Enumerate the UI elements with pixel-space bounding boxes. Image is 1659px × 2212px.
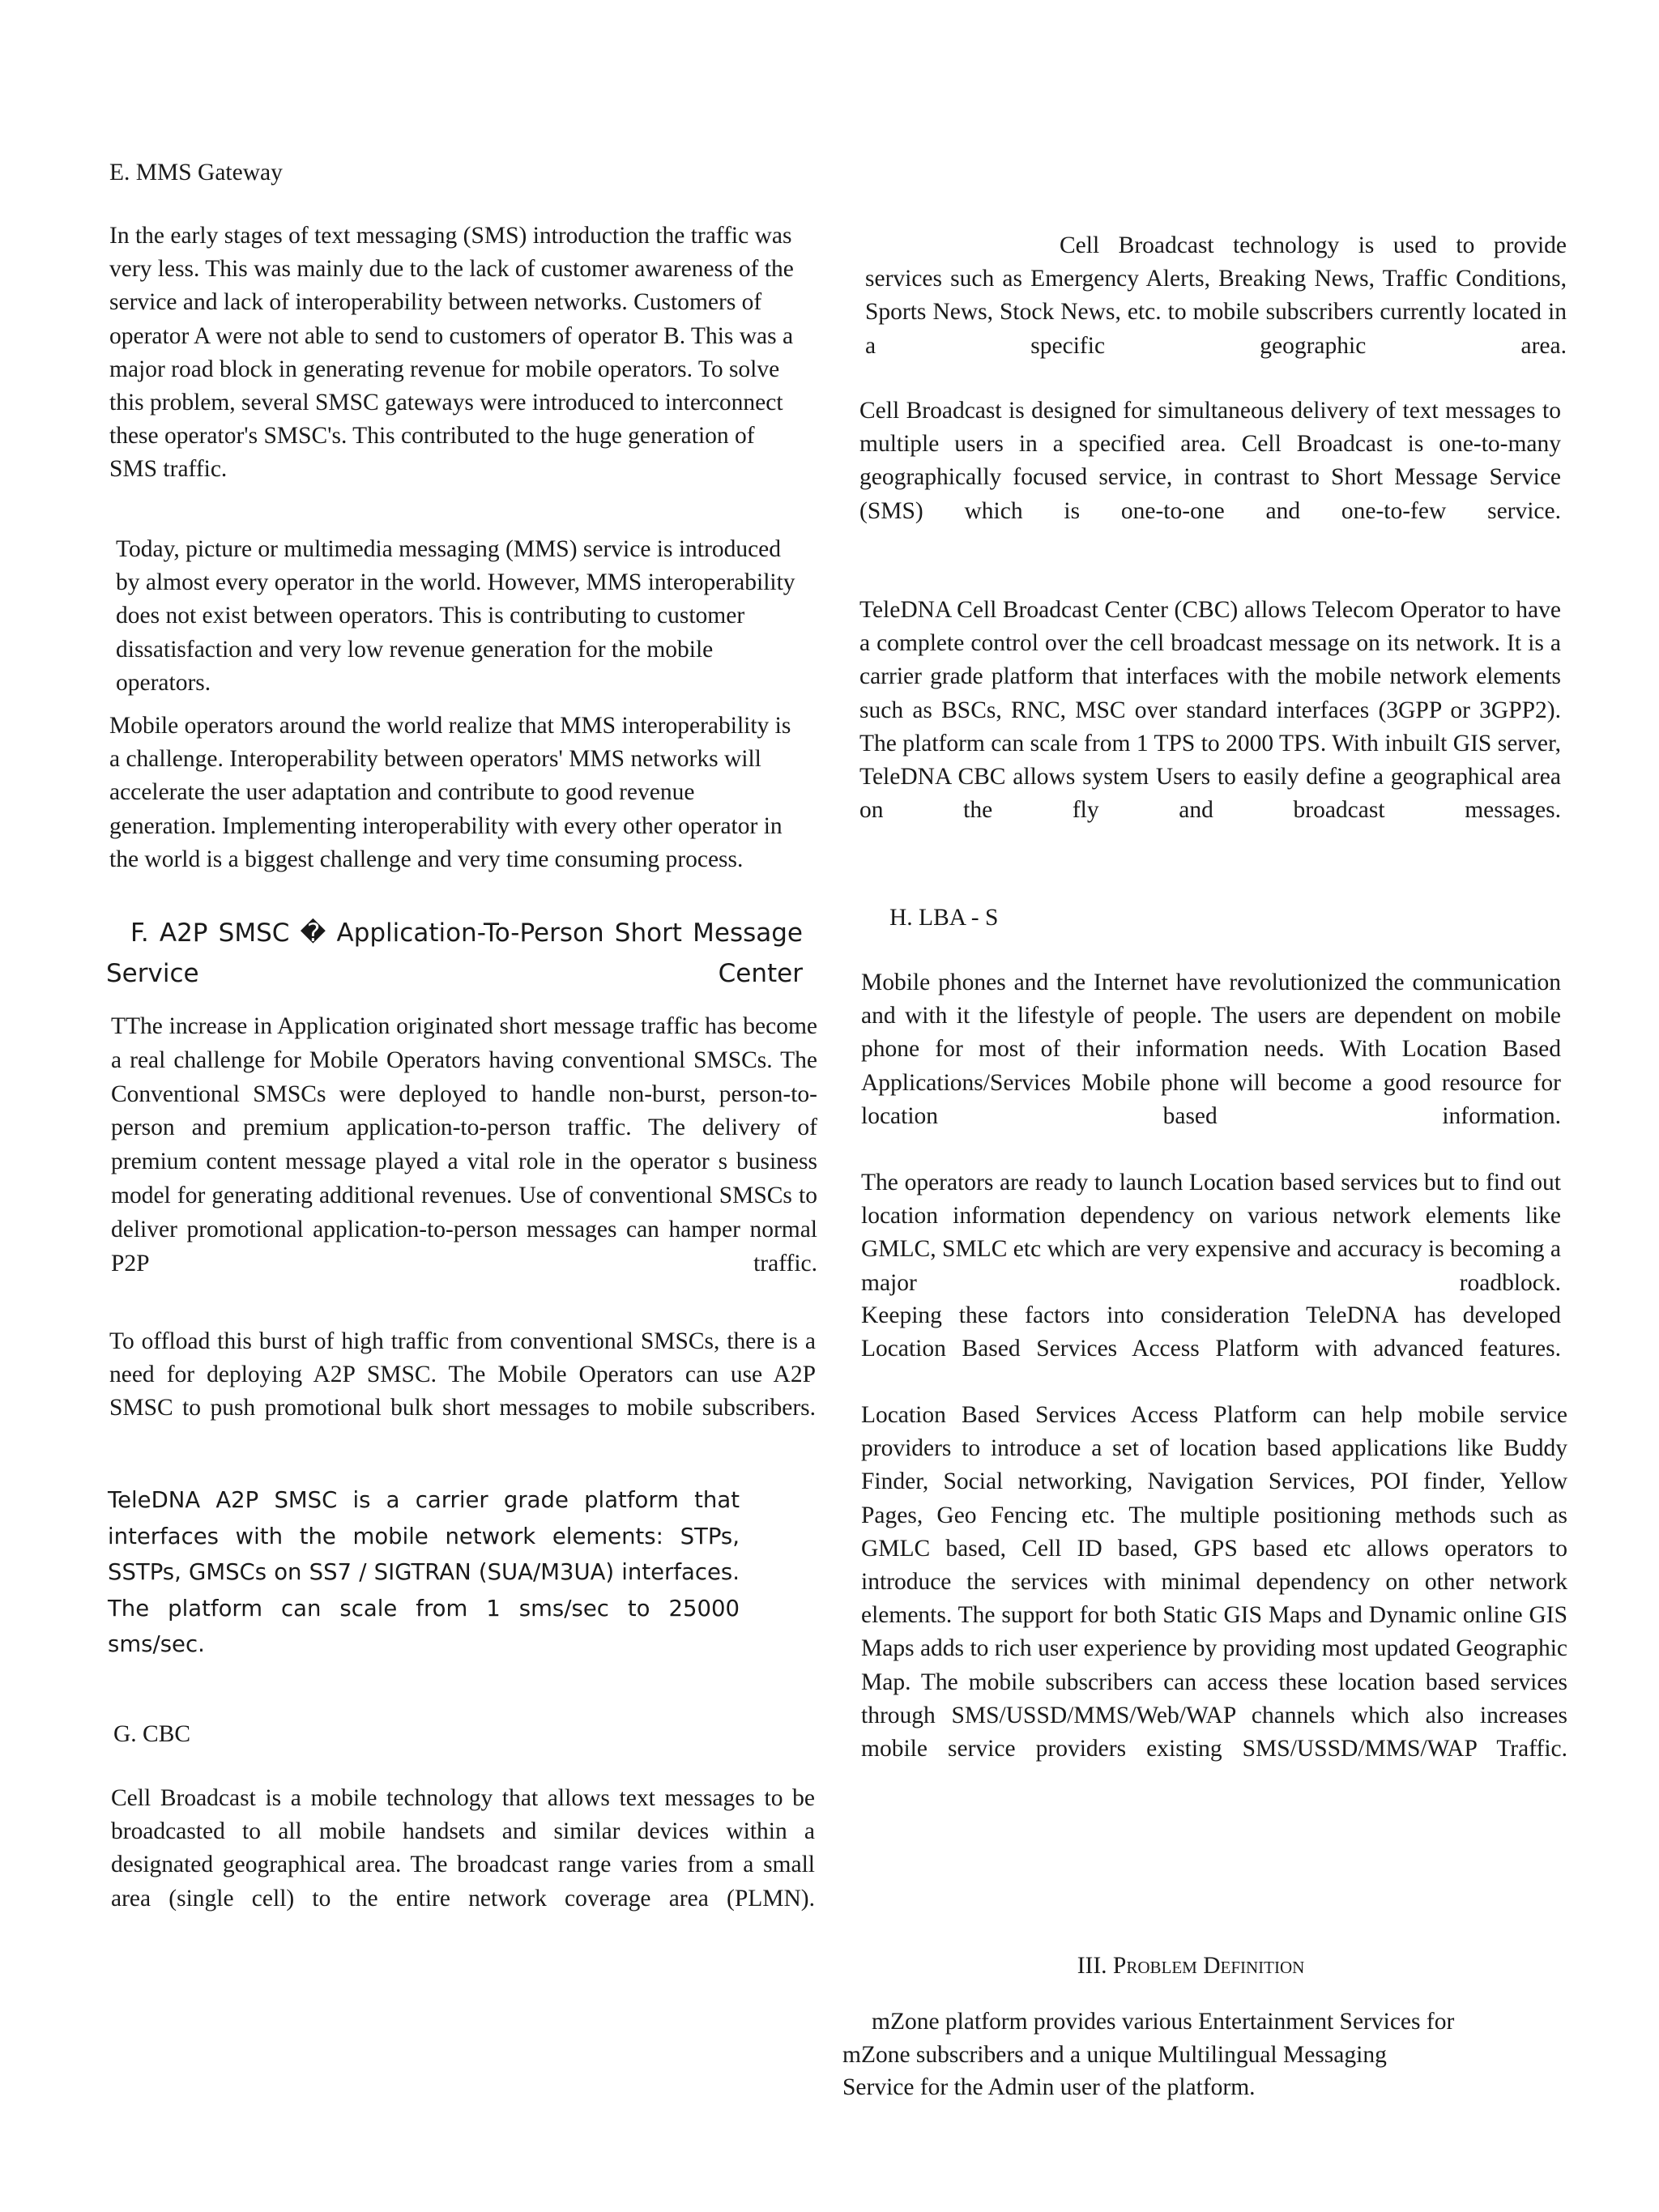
- section-g-paragraph-2: Cell Broadcast technology is used to provide services such as Emergency Alerts, Breaking News, Traffic Conditions, Sports News, Stock News, etc. to mobile subscribers currently located in a specific geographic area.: [865, 232, 1567, 359]
- section-f-paragraph-3: TeleDNA A2P SMSC is a carrier grade platform that interfaces with the mobile network elements: STPs, SSTPs, GMSCs on SS7 / SIGTRAN (SUA/M3UA) interfaces. The platform can scale from 1 sms/sec to 25000 sms/sec.: [108, 1487, 740, 1657]
- section-h-paragraph-2: The operators are ready to launch Location based services but to find out location information dependency on various network elements like GMLC, SMLC etc which are very expensive and accuracy is becoming a major roadblock.: [861, 1170, 1561, 1296]
- section-3-paragraph: mZone platform provides various Entertainment Services for mZone subscribers and a unique Multilingual Messaging Service for the Admin user of the platform.: [842, 2009, 1455, 2100]
- section-g-paragraph-1: Cell Broadcast is a mobile technology that allows text messages to be broadcasted to all mobile handsets and similar devices within a designated geographical area. The broadcast range varies from a small area (single cell) to the entire network coverage area (PLMN).: [111, 1785, 815, 1912]
- section-h-heading: H. LBA - S: [889, 905, 999, 931]
- section-g-heading: G. CBC: [113, 1721, 191, 1747]
- section-f-paragraph-2: To offload this burst of high traffic from conventional SMSCs, there is a need for deploying A2P SMSC. The Mobile Operators can use A2P SMSC to push promotional bulk short messages to mobile subscribers.: [109, 1328, 816, 1421]
- section-3-heading: III. Problem Definition: [1077, 1953, 1305, 1979]
- section-h-paragraph-4: Location Based Services Access Platform can help mobile service providers to introduce a set of location based applications like Buddy Finder, Social networking, Navigation Services, POI finder, Yellow Pages, Geo Fencing etc. The multiple positioning methods such as GMLC based, Cell ID based, GPS based etc allows operators to introduce the services with minimal dependency on other network elements. The support for both Static GIS Maps and Dynamic online GIS Maps adds to rich user experience by providing most updated Geographic Map. The mobile subscribers can access these location based services through SMS/USSD/MMS/Web/WAP channels which also increases mobile service providers existing SMS/USSD/MMS/WAP Traffic.: [861, 1402, 1567, 1762]
- section-e-paragraph-1: In the early stages of text messaging (SMS) introduction the traffic was very less. This was mainly due to the lack of customer awareness of the service and lack of interoperability between networks. Customers of operator A were not able to send to customers of operator B. This was a major road block in generating revenue for mobile operators. To solve this problem, several SMSC gateways were introduced to interconnect these operator's SMSC's. This contributed to the huge generation of SMS traffic.: [109, 223, 794, 483]
- section-e-paragraph-2: Today, picture or multimedia messaging (MMS) service is introduced by almost every operator in the world. However, MMS interoperability does not exist between operators. This is contributing to customer dissatisfaction and very low revenue generation for the mobile operators.: [116, 536, 795, 696]
- section-g-paragraph-4: TeleDNA Cell Broadcast Center (CBC) allows Telecom Operator to have a complete control over the cell broadcast message on its network. It is a carrier grade platform that interfaces with the mobile network elements such as BSCs, RNC, MSC over standard interfaces (3GPP or 3GPP2). The platform can scale from 1 TPS to 2000 TPS. With inbuilt GIS server, TeleDNA CBC allows system Users to easily define a geographical area on the fly and broadcast messages.: [859, 597, 1561, 824]
- section-h-paragraph-1: Mobile phones and the Internet have revolutionized the communication and with it the lifestyle of people. The users are dependent on mobile phone for most of their information needs. With Location Based Applications/Services Mobile phone will become a good resource for location based information.: [861, 970, 1561, 1129]
- section-g-paragraph-3: Cell Broadcast is designed for simultaneous delivery of text messages to multiple users in a specified area. Cell Broadcast is one-to-many geographically focused service, in contrast to Short Message Service (SMS) which is one-to-one and one-to-few service.: [859, 398, 1561, 524]
- section-f-paragraph-1: TThe increase in Application originated short message traffic has become a real challenge for Mobile Operators having conventional SMSCs. The Conventional SMSCs were deployed to handle non-burst, person-to-person and premium application-to-person traffic. The delivery of premium content message played a vital role in the operator s business model for generating additional revenues. Use of conventional SMSCs to deliver promotional application-to-person messages can hamper normal P2P traffic.: [111, 1013, 817, 1276]
- section-h-paragraph-3: Keeping these factors into consideration TeleDNA has developed Location Based Services Access Platform with advanced features.: [861, 1302, 1561, 1362]
- section-f-heading: F. A2P SMSC � Application-To-Person Short Message Service Center: [106, 918, 803, 988]
- section-e-paragraph-3: Mobile operators around the world realize that MMS interoperability is a challenge. Interoperability between operators' MMS networks will accelerate the user adaptation and contribute to good revenue generation. Implementing interoperability with every other operator in the world is a biggest challenge and very time consuming process.: [109, 713, 791, 872]
- section-e-heading: E. MMS Gateway: [109, 160, 283, 185]
